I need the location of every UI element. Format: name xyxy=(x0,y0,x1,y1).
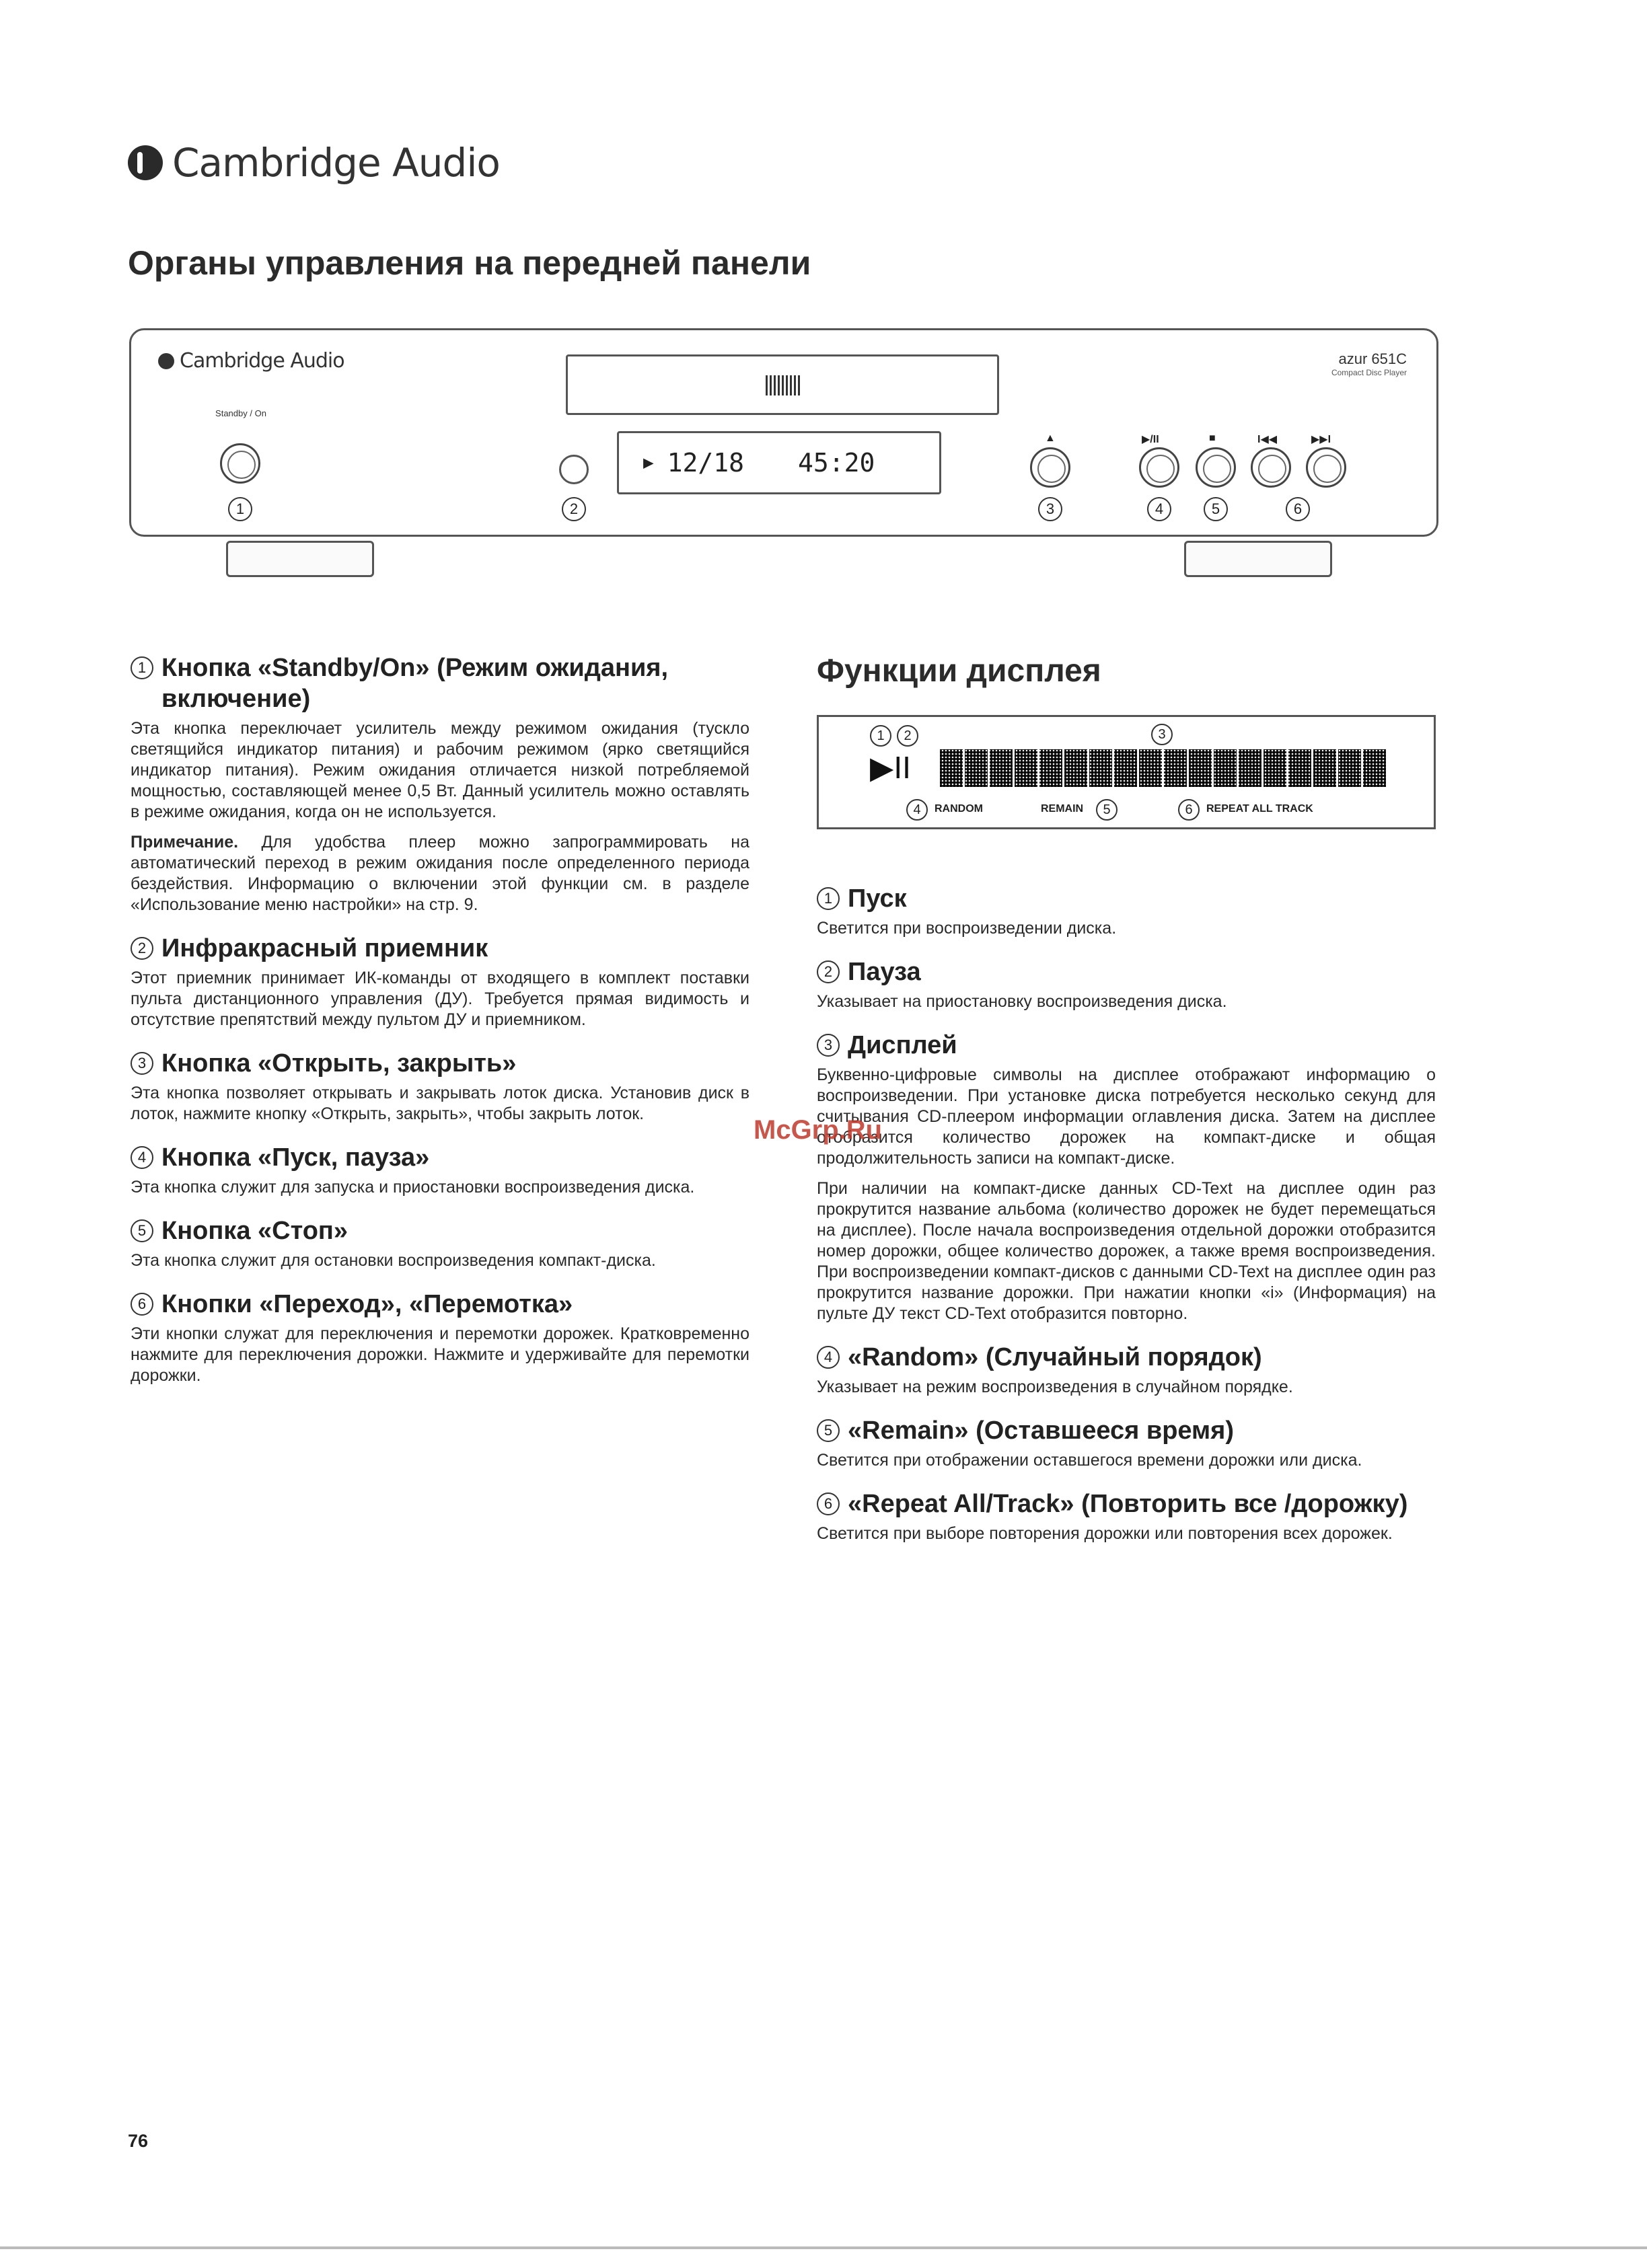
section-text: Эти кнопки служат для переключения и перемотки дорожек. Кратковременно нажмите для переключения дорожки. Нажмите и удерживайте для перемотки дорожки. xyxy=(131,1324,749,1385)
display-callout-1: 1 xyxy=(870,725,891,747)
play-pause-icon: ▶/II xyxy=(1142,434,1159,445)
callout-4: 4 xyxy=(1147,497,1171,521)
section-display xyxy=(817,1030,1436,1324)
section-number: 4 xyxy=(131,1146,153,1169)
section-title: Кнопка «Стоп» xyxy=(161,1217,349,1245)
section-heading xyxy=(131,1048,749,1079)
device-brand-text: Cambridge Audio xyxy=(180,349,344,373)
screen-play-icon: ▶ xyxy=(643,453,654,473)
section-number: 5 xyxy=(131,1219,153,1242)
display-functions xyxy=(817,652,1436,1562)
section-heading xyxy=(131,1142,749,1173)
section-ir xyxy=(131,933,749,1030)
prev-button xyxy=(1251,447,1291,488)
section-title: «Random» (Случайный порядок) xyxy=(848,1343,1262,1371)
brand-logo-icon xyxy=(128,145,163,180)
next-icon: ▶▶I xyxy=(1311,434,1331,445)
compact-disc-logo-icon xyxy=(766,375,801,395)
screen-time: 45:20 xyxy=(798,448,875,478)
section-text: Указывает на режим воспроизведения в случайном порядке. xyxy=(817,1377,1293,1396)
display-callout-3: 3 xyxy=(1151,724,1173,745)
device-illustration xyxy=(129,328,1438,578)
brand-logo xyxy=(128,140,500,186)
section-title: Инфракрасный приемник xyxy=(161,934,488,962)
brand-name: Cambridge Audio xyxy=(172,140,500,186)
section-heading xyxy=(817,1415,1436,1446)
section-heading xyxy=(131,1289,749,1320)
section-text-2: При наличии на компакт-диске данных CD-Text на дисплее один раз прокрутится название альбома (количество дорожек не будет перемещаться на дисплее). После начала воспроизведения отдельной дорожки отобразится номер дорожки, общее количество дорожек, а также время воспроизведения. При воспроизведении компакт-дисков с данными CD-Text на дисплее один раз прокрутится название дорожки. При нажатии кнопки «i» (Информация) на пульте ДУ текст CD-Text отобразится повторно. xyxy=(817,1179,1436,1323)
display-callout-6: 6 xyxy=(1178,799,1200,821)
section-text: Этот приемник принимает ИК-команды от входящего в комплект поставки пульта дистанционного управления (ДУ). Требуется прямая видимость и отсутствие препятствий между пультом ДУ и приемником. xyxy=(131,969,749,1029)
section-number: 3 xyxy=(817,1034,840,1057)
play-pause-indicator-icon: ▶II xyxy=(870,750,911,785)
section-heading xyxy=(817,1342,1436,1373)
section-heading xyxy=(131,652,749,714)
device-model xyxy=(1331,350,1407,377)
device-model-sub: Compact Disc Player xyxy=(1331,368,1407,377)
display-callout-5: 5 xyxy=(1096,799,1118,821)
random-indicator: RANDOM xyxy=(935,803,983,815)
section-standby xyxy=(131,652,749,915)
section-heading xyxy=(817,1030,1436,1061)
device-foot-left xyxy=(226,541,374,577)
note xyxy=(131,832,749,915)
display-callout-2: 2 xyxy=(897,725,918,747)
standby-button xyxy=(220,443,260,484)
bottom-rule xyxy=(0,2246,1647,2249)
section-number: 2 xyxy=(131,937,153,960)
section-number: 4 xyxy=(817,1346,840,1369)
section-number: 3 xyxy=(131,1052,153,1075)
section-number: 5 xyxy=(817,1419,840,1442)
section-heading xyxy=(131,933,749,964)
section-open-close xyxy=(131,1048,749,1125)
section-title: «Repeat All/Track» (Повторить все /дорожку) xyxy=(848,1490,1408,1518)
section-number: 2 xyxy=(817,960,840,983)
section-number: 1 xyxy=(131,656,153,679)
display-functions-title: Функции дисплея xyxy=(817,653,1101,689)
play-pause-button xyxy=(1139,447,1179,488)
device-screen xyxy=(617,431,941,494)
section-skip-scan xyxy=(131,1289,749,1386)
section-play xyxy=(817,883,1436,939)
section-text: Светится при выборе повторения дорожки или повторения всех дорожек. xyxy=(817,1524,1393,1543)
section-text: Светится при воспроизведении диска. xyxy=(817,919,1117,938)
section-text: Эта кнопка переключает усилитель между режимом ожидания (тускло светящийся индикатор питания) и рабочим режимом (ярко светящийся индикатор питания). Режим ожидания отличается низкой потребляемой мощностью, составляющей менее 0,5 Вт. Данный усилитель можно оставлять в режиме ожидания, когда он не используется. xyxy=(131,719,749,821)
screen-track: 12/18 xyxy=(667,448,745,478)
section-pause xyxy=(817,956,1436,1012)
section-text: Эта кнопка служит для остановки воспроизведения компакт-диска. xyxy=(131,1251,656,1270)
section-remain xyxy=(817,1415,1436,1471)
repeat-indicator: REPEAT ALL TRACK xyxy=(1206,803,1313,815)
callout-1: 1 xyxy=(228,497,252,521)
eject-icon: ▲ xyxy=(1045,432,1056,444)
section-title: Дисплей xyxy=(848,1031,957,1059)
section-play-pause xyxy=(131,1142,749,1198)
callout-3: 3 xyxy=(1038,497,1062,521)
remain-indicator: REMAIN xyxy=(1041,803,1084,815)
section-heading xyxy=(817,956,1436,987)
device-body xyxy=(129,328,1438,537)
section-text: Указывает на приостановку воспроизведения диска. xyxy=(817,992,1227,1011)
note-text: Для удобства плеер можно запрограммировать на автоматический переход в режим ожидания после определенного периода бездействия. Информацию о включении этой функции см. в разделе «Использование меню настройки» на стр. 9. xyxy=(131,833,750,914)
section-number: 6 xyxy=(131,1293,153,1316)
section-random xyxy=(817,1342,1436,1398)
callout-2: 2 xyxy=(562,497,586,521)
section-title: Кнопка «Standby/On» (Режим ожидания, включение) xyxy=(161,654,669,713)
section-title: Кнопка «Пуск, пауза» xyxy=(161,1143,430,1172)
section-text: Эта кнопка служит для запуска и приостановки воспроизведения диска. xyxy=(131,1178,695,1197)
dot-matrix-display xyxy=(940,749,1388,787)
prev-icon: I◀◀ xyxy=(1257,434,1278,445)
note-label: Примечание. xyxy=(131,833,239,852)
section-number: 6 xyxy=(817,1492,840,1515)
device-brand xyxy=(158,349,344,373)
device-logo-icon xyxy=(158,353,174,369)
standby-label: Standby / On xyxy=(215,408,266,418)
next-button xyxy=(1306,447,1346,488)
front-panel-descriptions xyxy=(131,652,749,1404)
section-text: Эта кнопка позволяет открывать и закрывать лоток диска. Установив диск в лоток, нажмите кнопку «Открыть, закрыть», чтобы закрыть лоток. xyxy=(131,1084,749,1123)
section-number: 1 xyxy=(817,887,840,910)
section-heading xyxy=(817,883,1436,914)
stop-icon: ■ xyxy=(1209,432,1216,444)
watermark: McGrp.Ru xyxy=(754,1115,883,1145)
section-title: «Remain» (Оставшееся время) xyxy=(848,1416,1234,1445)
section-stop xyxy=(131,1215,749,1271)
display-panel-diagram xyxy=(817,715,1436,829)
section-title: Пуск xyxy=(848,884,907,913)
section-title: Кнопка «Открыть, закрыть» xyxy=(161,1049,517,1078)
page-number: 76 xyxy=(128,2131,149,2151)
device-foot-right xyxy=(1184,541,1332,577)
section-repeat xyxy=(817,1488,1436,1544)
callout-5: 5 xyxy=(1204,497,1228,521)
section-heading xyxy=(817,1488,1436,1519)
stop-button xyxy=(1196,447,1236,488)
page-title: Органы управления на передней панели xyxy=(128,244,811,282)
callout-6: 6 xyxy=(1286,497,1310,521)
section-title: Кнопки «Переход», «Перемотка» xyxy=(161,1290,573,1318)
section-heading xyxy=(131,1215,749,1246)
disc-tray xyxy=(566,354,999,415)
section-text: Буквенно-цифровые символы на дисплее отображают информацию о воспроизведении. При установке диска потребуется несколько секунд для считывания CD-плеером информации оглавления диска. Затем на дисплее отобразится количество дорожек на компакт-диске и общая продолжительность записи на компакт-диске. xyxy=(817,1065,1436,1168)
section-text: Светится при отображении оставшегося времени дорожки или диска. xyxy=(817,1451,1362,1470)
eject-button xyxy=(1030,447,1070,488)
device-model-name: azur 651C xyxy=(1338,350,1407,367)
ir-receiver xyxy=(559,455,589,484)
display-callout-4: 4 xyxy=(906,799,928,821)
section-title: Пауза xyxy=(848,958,921,986)
